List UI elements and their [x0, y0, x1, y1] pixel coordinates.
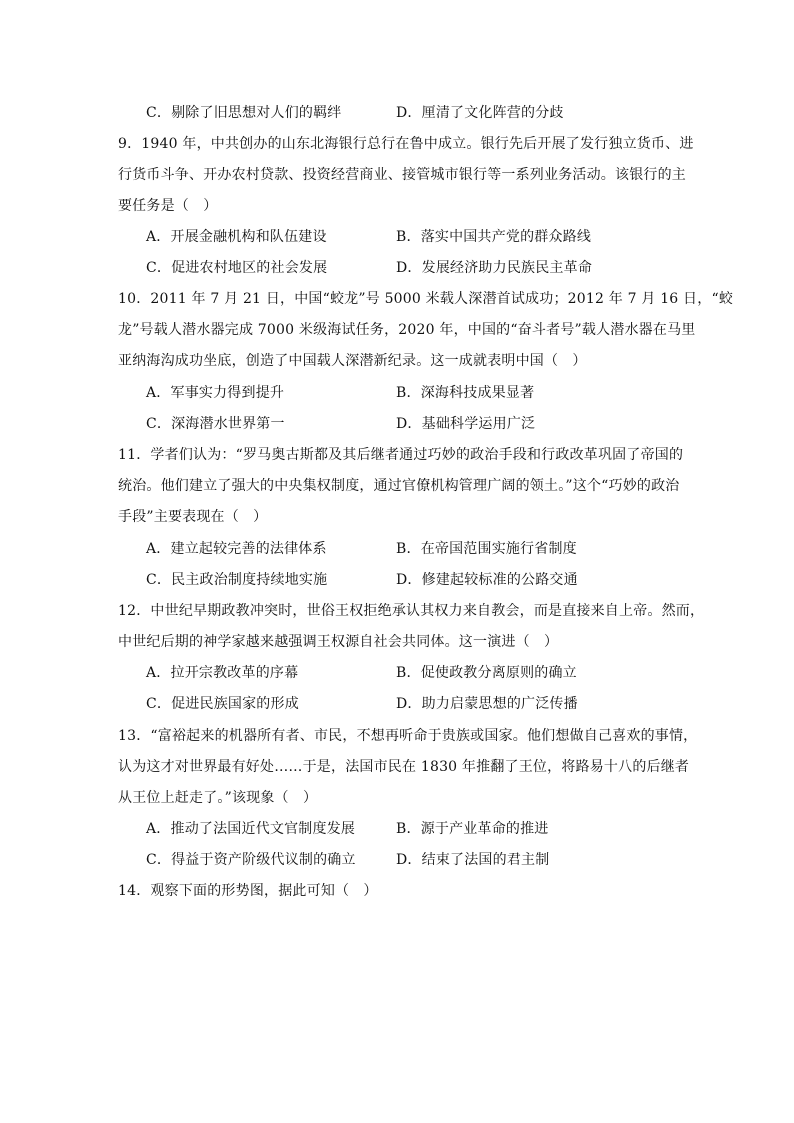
q11-stem-line-2: 统治。他们建立了强大的中央集权制度，通过官僚机构管理广阔的领土。”这个“巧妙的政治 — [118, 478, 680, 494]
q11-option-d: D．修建起较标准的公路交通 — [396, 572, 578, 588]
q12-stem-line-1: 12．中世纪早期政教冲突时，世俗王权拒绝承认其权力来自教会，而是直接来自上帝。然而， — [118, 603, 705, 619]
q13-stem-line-1: 13．“富裕起来的机器所有者、市民，不想再听命于贵族或国家。他们想做自己喜欢的事情， — [118, 728, 698, 744]
q10-option-b: B．深海科技成果显著 — [396, 385, 535, 401]
q14-stem-line-1: 14．观察下面的形势图，据此可知（ ） — [118, 883, 378, 899]
q11-option-b: B．在帝国范围实施行省制度 — [396, 541, 577, 557]
q10-option-a: A．军事实力得到提升 — [146, 385, 285, 401]
q12-option-a: A．拉开宗教改革的序幕 — [146, 665, 299, 681]
q12-stem-line-2: 中世纪后期的神学家越来越强调王权源自社会共同体。这一演进（ ） — [118, 634, 559, 650]
q13-stem-line-2: 认为这才对世界最有好处……于是，法国市民在 1830 年推翻了王位，将路易十八的后继者 — [118, 759, 690, 775]
q13-option-b: B．源于产业革命的推进 — [396, 821, 549, 837]
q9-stem-line-2: 行货币斗争、开办农村贷款、投资经营商业、接管城市银行等一系列业务活动。该银行的主 — [118, 167, 686, 183]
q11-stem-line-3: 手段”主要表现在（ ） — [118, 509, 268, 525]
q11-option-c: C．民主政治制度持续地实施 — [146, 572, 328, 588]
q10-stem-line-3: 亚纳海沟成功坐底，创造了中国载人深潜新纪录。这一成就表明中国（ ） — [118, 353, 587, 369]
q9-stem-line-1: 9．1940 年，中共创办的山东北海银行总行在鲁中成立。银行先后开展了发行独立货币、进 — [118, 136, 694, 152]
q8-option-c: C．剔除了旧思想对人们的羁绊 — [146, 105, 342, 121]
q10-option-d: D．基础科学运用广泛 — [396, 416, 536, 432]
q10-option-c: C．深海潜水世界第一 — [146, 416, 285, 432]
q12-option-d: D．助力启蒙思想的广泛传播 — [396, 696, 578, 712]
q10-stem-line-2: 龙”号载人潜水器完成 7000 米级海试任务，2020 年，中国的“奋斗者号”载人潜水器在马里 — [118, 322, 696, 338]
q13-option-d: D．结束了法国的君主制 — [396, 852, 550, 868]
q11-stem-line-1: 11．学者们认为：“罗马奥古斯都及其后继者通过巧妙的政治手段和行政改革巩固了帝国的 — [118, 447, 684, 463]
q9-option-b: B．落实中国共产党的群众路线 — [396, 229, 592, 245]
q13-option-c: C．得益于资产阶级代议制的确立 — [146, 852, 356, 868]
q13-stem-line-3: 从王位上赶走了。”该现象（ ） — [118, 790, 318, 806]
q8-option-d: D．厘清了文化阵营的分歧 — [396, 105, 564, 121]
q10-stem-line-1: 10．2011 年 7 月 21 日，中国“蛟龙”号 5000 米载人深潜首试成功；2012 年 7 月 16 日，“蛟 — [118, 291, 734, 307]
q9-option-c: C．促进农村地区的社会发展 — [146, 260, 328, 276]
q9-option-d: D．发展经济助力民族民主革命 — [396, 260, 593, 276]
q12-option-b: B．促使政教分离原则的确立 — [396, 665, 577, 681]
q12-option-c: C．促进民族国家的形成 — [146, 696, 299, 712]
q9-option-a: A．开展金融机构和队伍建设 — [146, 229, 327, 245]
q13-option-a: A．推动了法国近代文官制度发展 — [146, 821, 356, 837]
q9-stem-line-3: 要任务是（ ） — [118, 198, 218, 214]
q11-option-a: A．建立起较完善的法律体系 — [146, 541, 327, 557]
